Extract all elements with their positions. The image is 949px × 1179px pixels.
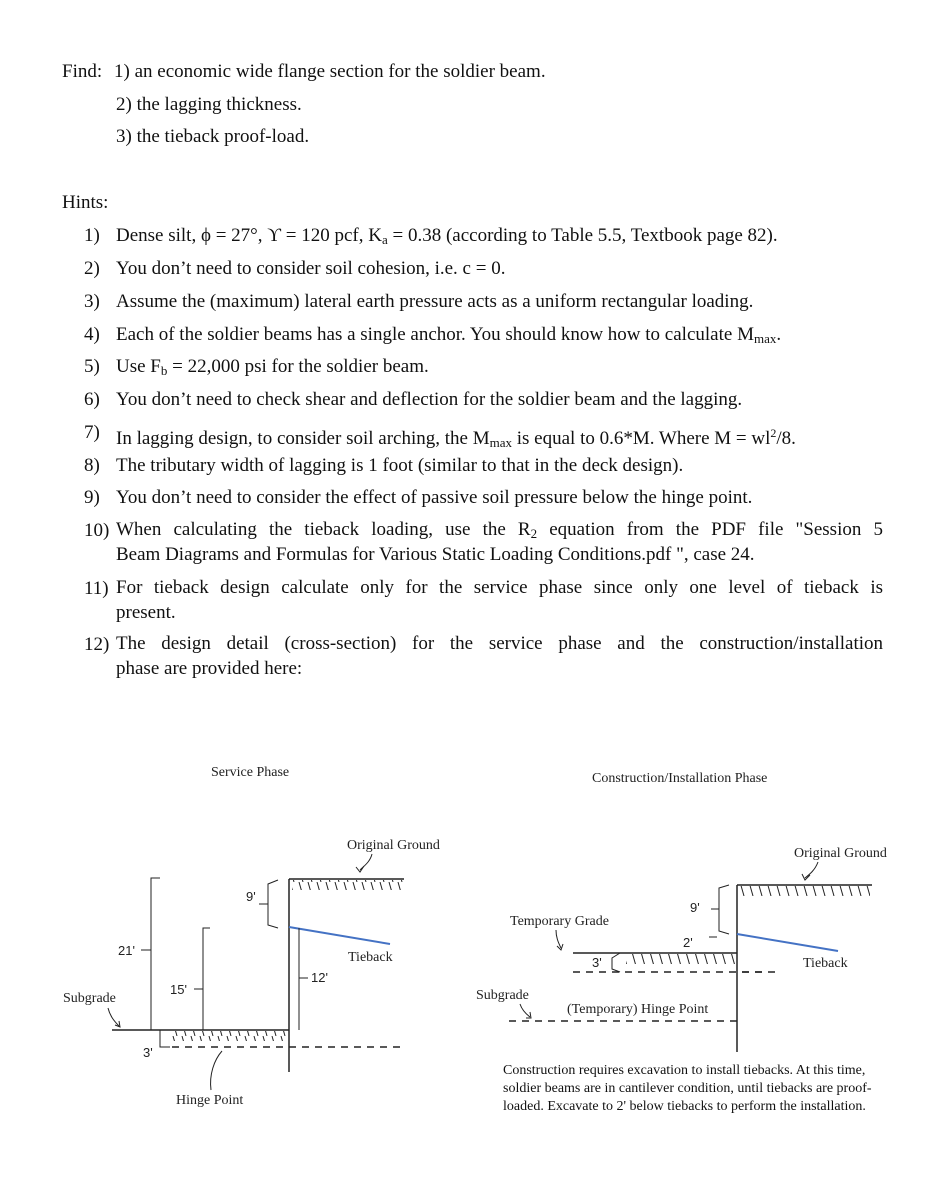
hint-num: 1): [84, 225, 100, 246]
svg-text:3': 3': [592, 955, 602, 970]
hint-11-line2: present.: [116, 602, 176, 623]
service-phase-title: Service Phase: [211, 765, 290, 780]
service-dim-21: [151, 878, 160, 1030]
hint-1: Dense silt, ϕ = 27°, ϒ = 120 pcf, $K_a = 0.38$ (according to Table 5.5, Textbook page 82).: [116, 225, 778, 247]
hint-10-line1: When calculating the tieback loading, use the $R_2$ equation from the PDF file "Session 5: [116, 519, 883, 541]
service-dim-9: [268, 880, 278, 928]
service-ground-hatch: [292, 880, 404, 890]
service-subgrade-hatch: [170, 1031, 288, 1041]
construction-dim-3: [612, 953, 620, 972]
hint-12-line1: The design detail (cross-section) for the service phase and the construction/installation: [116, 633, 883, 654]
hint-num: 6): [84, 389, 100, 410]
hint-11-line1: For tieback design calculate only for the service phase since only one level of tieback is: [116, 577, 883, 598]
svg-text:3': 3': [143, 1045, 153, 1060]
find-item-3: 3) the tieback proof-load.: [116, 126, 310, 147]
svg-text:21': 21': [118, 943, 135, 958]
hint-num: 11): [84, 578, 109, 599]
svg-text:15': 15': [170, 982, 187, 997]
construction-note: Construction requires excavation to install tiebacks. At this time, soldier beams are in cantilever condition, until tiebacks are proof-loaded. Excavate to 2' below tiebacks to perform the installation.: [503, 1063, 872, 1114]
service-original-ground-label: Original Ground: [347, 838, 440, 853]
service-tieback: [289, 927, 390, 944]
hint-num: 12): [84, 634, 110, 655]
hint-10-line2: Beam Diagrams and Formulas for Various Static Loading Conditions.pdf ", case 24.: [116, 544, 755, 565]
hint-2: You don’t need to consider soil cohesion, i.e. c = 0.: [116, 258, 506, 279]
hint-12-line2: phase are provided here:: [116, 658, 303, 679]
svg-text:9': 9': [246, 889, 256, 904]
service-dim-15: [203, 928, 210, 1030]
construction-subgrade-label: Subgrade: [476, 988, 529, 1003]
hint-num: 5): [84, 356, 100, 377]
hint-num: 2): [84, 258, 100, 279]
hint-5: Use $F_b = 22,000$ psi for the soldier beam.: [116, 356, 429, 378]
service-hinge-point-label: Hinge Point: [176, 1093, 244, 1108]
construction-original-ground-label: Original Ground: [794, 846, 887, 861]
hint-num: 8): [84, 455, 100, 476]
construction-dim-9: [719, 885, 729, 934]
construction-tieback: [737, 934, 838, 951]
hint-4: Each of the soldier beams has a single anchor. You should know how to calculate $M_{max}$.: [116, 324, 782, 346]
service-subgrade-label: Subgrade: [63, 991, 116, 1006]
service-tieback-label: Tieback: [348, 950, 393, 965]
hint-9: You don’t need to consider the effect of passive soil pressure below the hinge point.: [116, 487, 753, 508]
hint-6: You don’t need to check shear and deflection for the soldier beam and the lagging.: [116, 389, 743, 410]
service-original-ground-leader: [360, 854, 372, 870]
construction-phase-title: Construction/Installation Phase: [592, 771, 768, 786]
hints-title: Hints:: [62, 192, 109, 213]
find-item-2: 2) the lagging thickness.: [116, 94, 302, 115]
find-item-1: 1) an economic wide flange section for the soldier beam.: [114, 61, 546, 82]
svg-text:12': 12': [311, 970, 328, 985]
hint-7: In lagging design, to consider soil arching, the $M_{max}$ is equal to 0.6*M. Where $M = wl^2/8$.: [116, 426, 796, 450]
hint-num: 9): [84, 487, 100, 508]
svg-text:2': 2': [683, 935, 693, 950]
hint-num: 3): [84, 291, 100, 312]
find-label: Find:: [62, 61, 103, 82]
hint-num: 4): [84, 324, 100, 345]
construction-tieback-label: Tieback: [803, 956, 848, 971]
hint-8: The tributary width of lagging is 1 foot (similar to that in the deck design).: [116, 455, 684, 476]
hint-3: Assume the (maximum) lateral earth pressure acts as a uniform rectangular loading.: [116, 291, 754, 312]
hint-num: 7): [84, 422, 100, 443]
svg-text:9': 9': [690, 900, 700, 915]
hint-num: 10): [84, 520, 110, 541]
service-dim-3: [160, 1030, 170, 1047]
temporary-hinge-point-label: (Temporary) Hinge Point: [567, 1002, 709, 1017]
temporary-grade-label: Temporary Grade: [510, 914, 609, 929]
